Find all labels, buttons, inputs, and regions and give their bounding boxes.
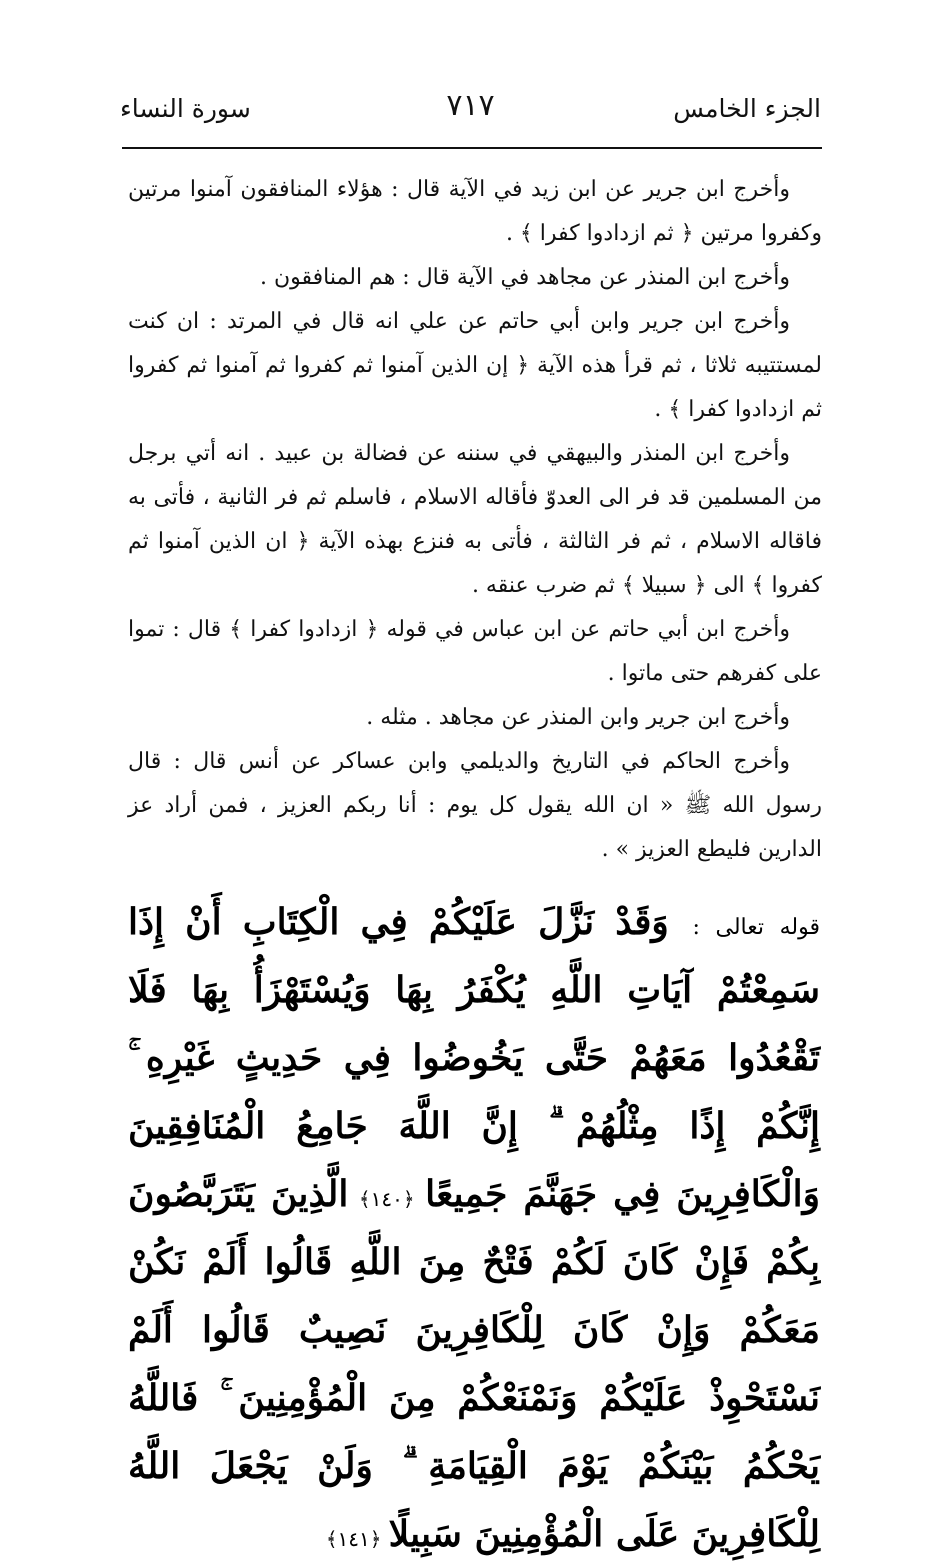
page-number: ٧١٧ <box>446 88 495 123</box>
paragraph: وأخرج ابن جرير وابن أبي حاتم عن علي انه قال في المرتد : ان كنت لمستتيبه ثلاثا ، ثم قرأ هذه الآية ﴿ إن الذين آمنوا ثم كفروا ثم آمنوا ثم كفروا ثم ازدادوا كفرا ﴾ . <box>128 309 822 422</box>
paragraph: وأخرج الحاكم في التاريخ والديلمي وابن عساكر عن أنس قال : قال رسول الله ﷺ « ان الله يقول كل يوم : أنا ربكم العزيز ، فمن أراد عز الدارين فليطع العزيز » . <box>128 749 822 862</box>
ayah-number-140: ﴿١٤٠﴾ <box>358 1187 415 1211</box>
juz-title: الجزء الخامس <box>673 94 821 123</box>
quran-verse-block <box>128 888 820 1568</box>
paragraph: وأخرج ابن المنذر والبيهقي في سننه عن فضالة بن عبيد . انه أتي برجل من المسلمين قد فر الى العدوّ فأقاله الاسلام ، فاسلم ثم فر الثانية ، فأتى به فاقاله الاسلام ، ثم فر الثالثة ، فأتى به فنزع بهذه الآية ﴿ ان الذين آمنوا ثم كفروا ﴾ الى ﴿ سبيلا ﴾ ثم ضرب عنقه . <box>128 441 822 598</box>
verse-text: الَّذِينَ يَتَرَبَّصُونَ بِكُمْ فَإِنْ كَانَ لَكُمْ فَتْحٌ مِنَ اللَّهِ قَالُوا أَلَمْ نَكُنْ مَعَكُمْ وَإِنْ كَانَ لِلْكَافِرِينَ نَصِيبٌ قَالُوا أَلَمْ نَسْتَحْوِذْ عَلَيْكُمْ وَنَمْنَعْكُمْ مِنَ الْمُؤْمِنِينَ ۚ فَاللَّهُ يَحْكُمُ بَيْنَكُمْ يَوْمَ الْقِيَامَةِ ۗ وَلَنْ يَجْعَلَ اللَّهُ لِلْكَافِرِينَ عَلَى الْمُؤْمِنِينَ سَبِيلًا <box>128 1173 820 1555</box>
page-header <box>120 88 821 138</box>
paragraph: وأخرج ابن أبي حاتم عن ابن عباس في قوله ﴿ ازدادوا كفرا ﴾ قال : تموا على كفرهم حتى ماتوا . <box>128 617 822 686</box>
verse-intro: قوله تعالى : <box>692 915 820 940</box>
surah-title: سورة النساء <box>120 94 251 123</box>
paragraph: وأخرج ابن المنذر عن مجاهد في الآية قال : هم المنافقون . <box>260 265 790 290</box>
paragraph: وأخرج ابن جرير وابن المنذر عن مجاهد . مثله . <box>366 705 790 730</box>
paragraph: وأخرج ابن جرير عن ابن زيد في الآية قال : هؤلاء المنافقون آمنوا مرتين وكفروا مرتين ﴿ ثم ازدادوا كفرا ﴾ . <box>128 177 822 246</box>
header-divider <box>122 147 822 149</box>
verse-text: وَقَدْ نَزَّلَ عَلَيْكُمْ فِي الْكِتَابِ أَنْ إِذَا سَمِعْتُمْ آيَاتِ اللَّهِ يُكْفَرُ بِهَا وَيُسْتَهْزَأُ بِهَا فَلَا تَقْعُدُوا مَعَهُمْ حَتَّى يَخُوضُوا فِي حَدِيثٍ غَيْرِهِ ۚ إِنَّكُمْ إِذًا مِثْلُهُمْ ۗ إِنَّ اللَّهَ جَامِعُ الْمُنَافِقِينَ وَالْكَافِرِينَ فِي جَهَنَّمَ جَمِيعًا <box>128 901 820 1215</box>
commentary-text <box>128 168 822 872</box>
ayah-number-141: ﴿١٤١﴾ <box>325 1527 382 1551</box>
